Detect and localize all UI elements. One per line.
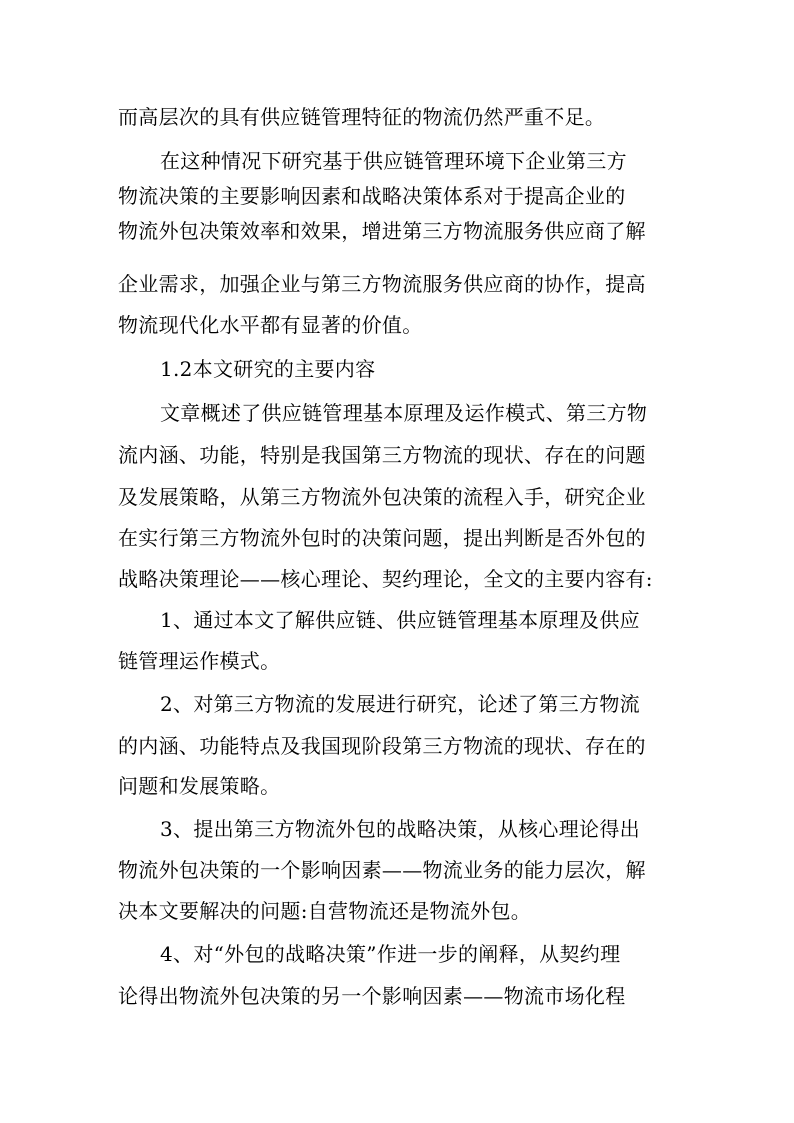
text-line-8: 文章概述了供应链管理基本原理及运作模式、第三方物 xyxy=(160,401,648,425)
text-line-12: 战略决策理论——核心理论、契约理论，全文的主要内容有: xyxy=(118,567,653,591)
list-item-2-line-1: 2、对第三方物流的发展进行研究，论述了第三方物流 xyxy=(160,692,640,716)
list-item-2-line-3: 问题和发展策略。 xyxy=(118,774,281,798)
list-item-3-line-1: 3、提出第三方物流外包的战略决策，从核心理论得出 xyxy=(160,817,640,841)
section-heading-1-2: 1.2本文研究的主要内容 xyxy=(160,357,376,381)
list-item-4-line-2: 论得出物流外包决策的另一个影响因素——物流市场化程 xyxy=(118,984,626,1008)
text-line-6: 物流现代化水平都有显著的价值。 xyxy=(118,313,423,337)
list-item-3-line-3: 决本文要解决的问题:自营物流还是物流外包。 xyxy=(118,899,532,923)
text-line-9: 流内涵、功能，特别是我国第三方物流的现状、存在的问题 xyxy=(118,443,646,467)
text-line-11: 在实行第三方物流外包时的决策问题，提出判断是否外包的 xyxy=(118,526,646,550)
text-line-1: 而高层次的具有供应链管理特征的物流仍然严重不足。 xyxy=(118,105,606,129)
text-line-2: 在这种情况下研究基于供应链管理环境下企业第三方 xyxy=(160,149,627,173)
text-line-4: 物流外包决策效率和效果，增进第三方物流服务供应商了解 xyxy=(118,219,646,243)
list-item-4-line-1: 4、对“外包的战略决策”作进一步的阐释，从契约理 xyxy=(160,942,621,966)
list-item-1-line-1: 1、通过本文了解供应链、供应链管理基本原理及供应 xyxy=(160,608,640,632)
list-item-2-line-2: 的内涵、功能特点及我国现阶段第三方物流的现状、存在的 xyxy=(118,734,646,758)
text-line-5: 企业需求，加强企业与第三方物流服务供应商的协作，提高 xyxy=(118,272,646,296)
list-item-1-line-2: 链管理运作模式。 xyxy=(118,649,281,673)
text-line-10: 及发展策略，从第三方物流外包决策的流程入手，研究企业 xyxy=(118,485,646,509)
list-item-3-line-2: 物流外包决策的一个影响因素——物流业务的能力层次，解 xyxy=(118,858,646,882)
text-line-3: 物流决策的主要影响因素和战略决策体系对于提高企业的 xyxy=(118,184,626,208)
